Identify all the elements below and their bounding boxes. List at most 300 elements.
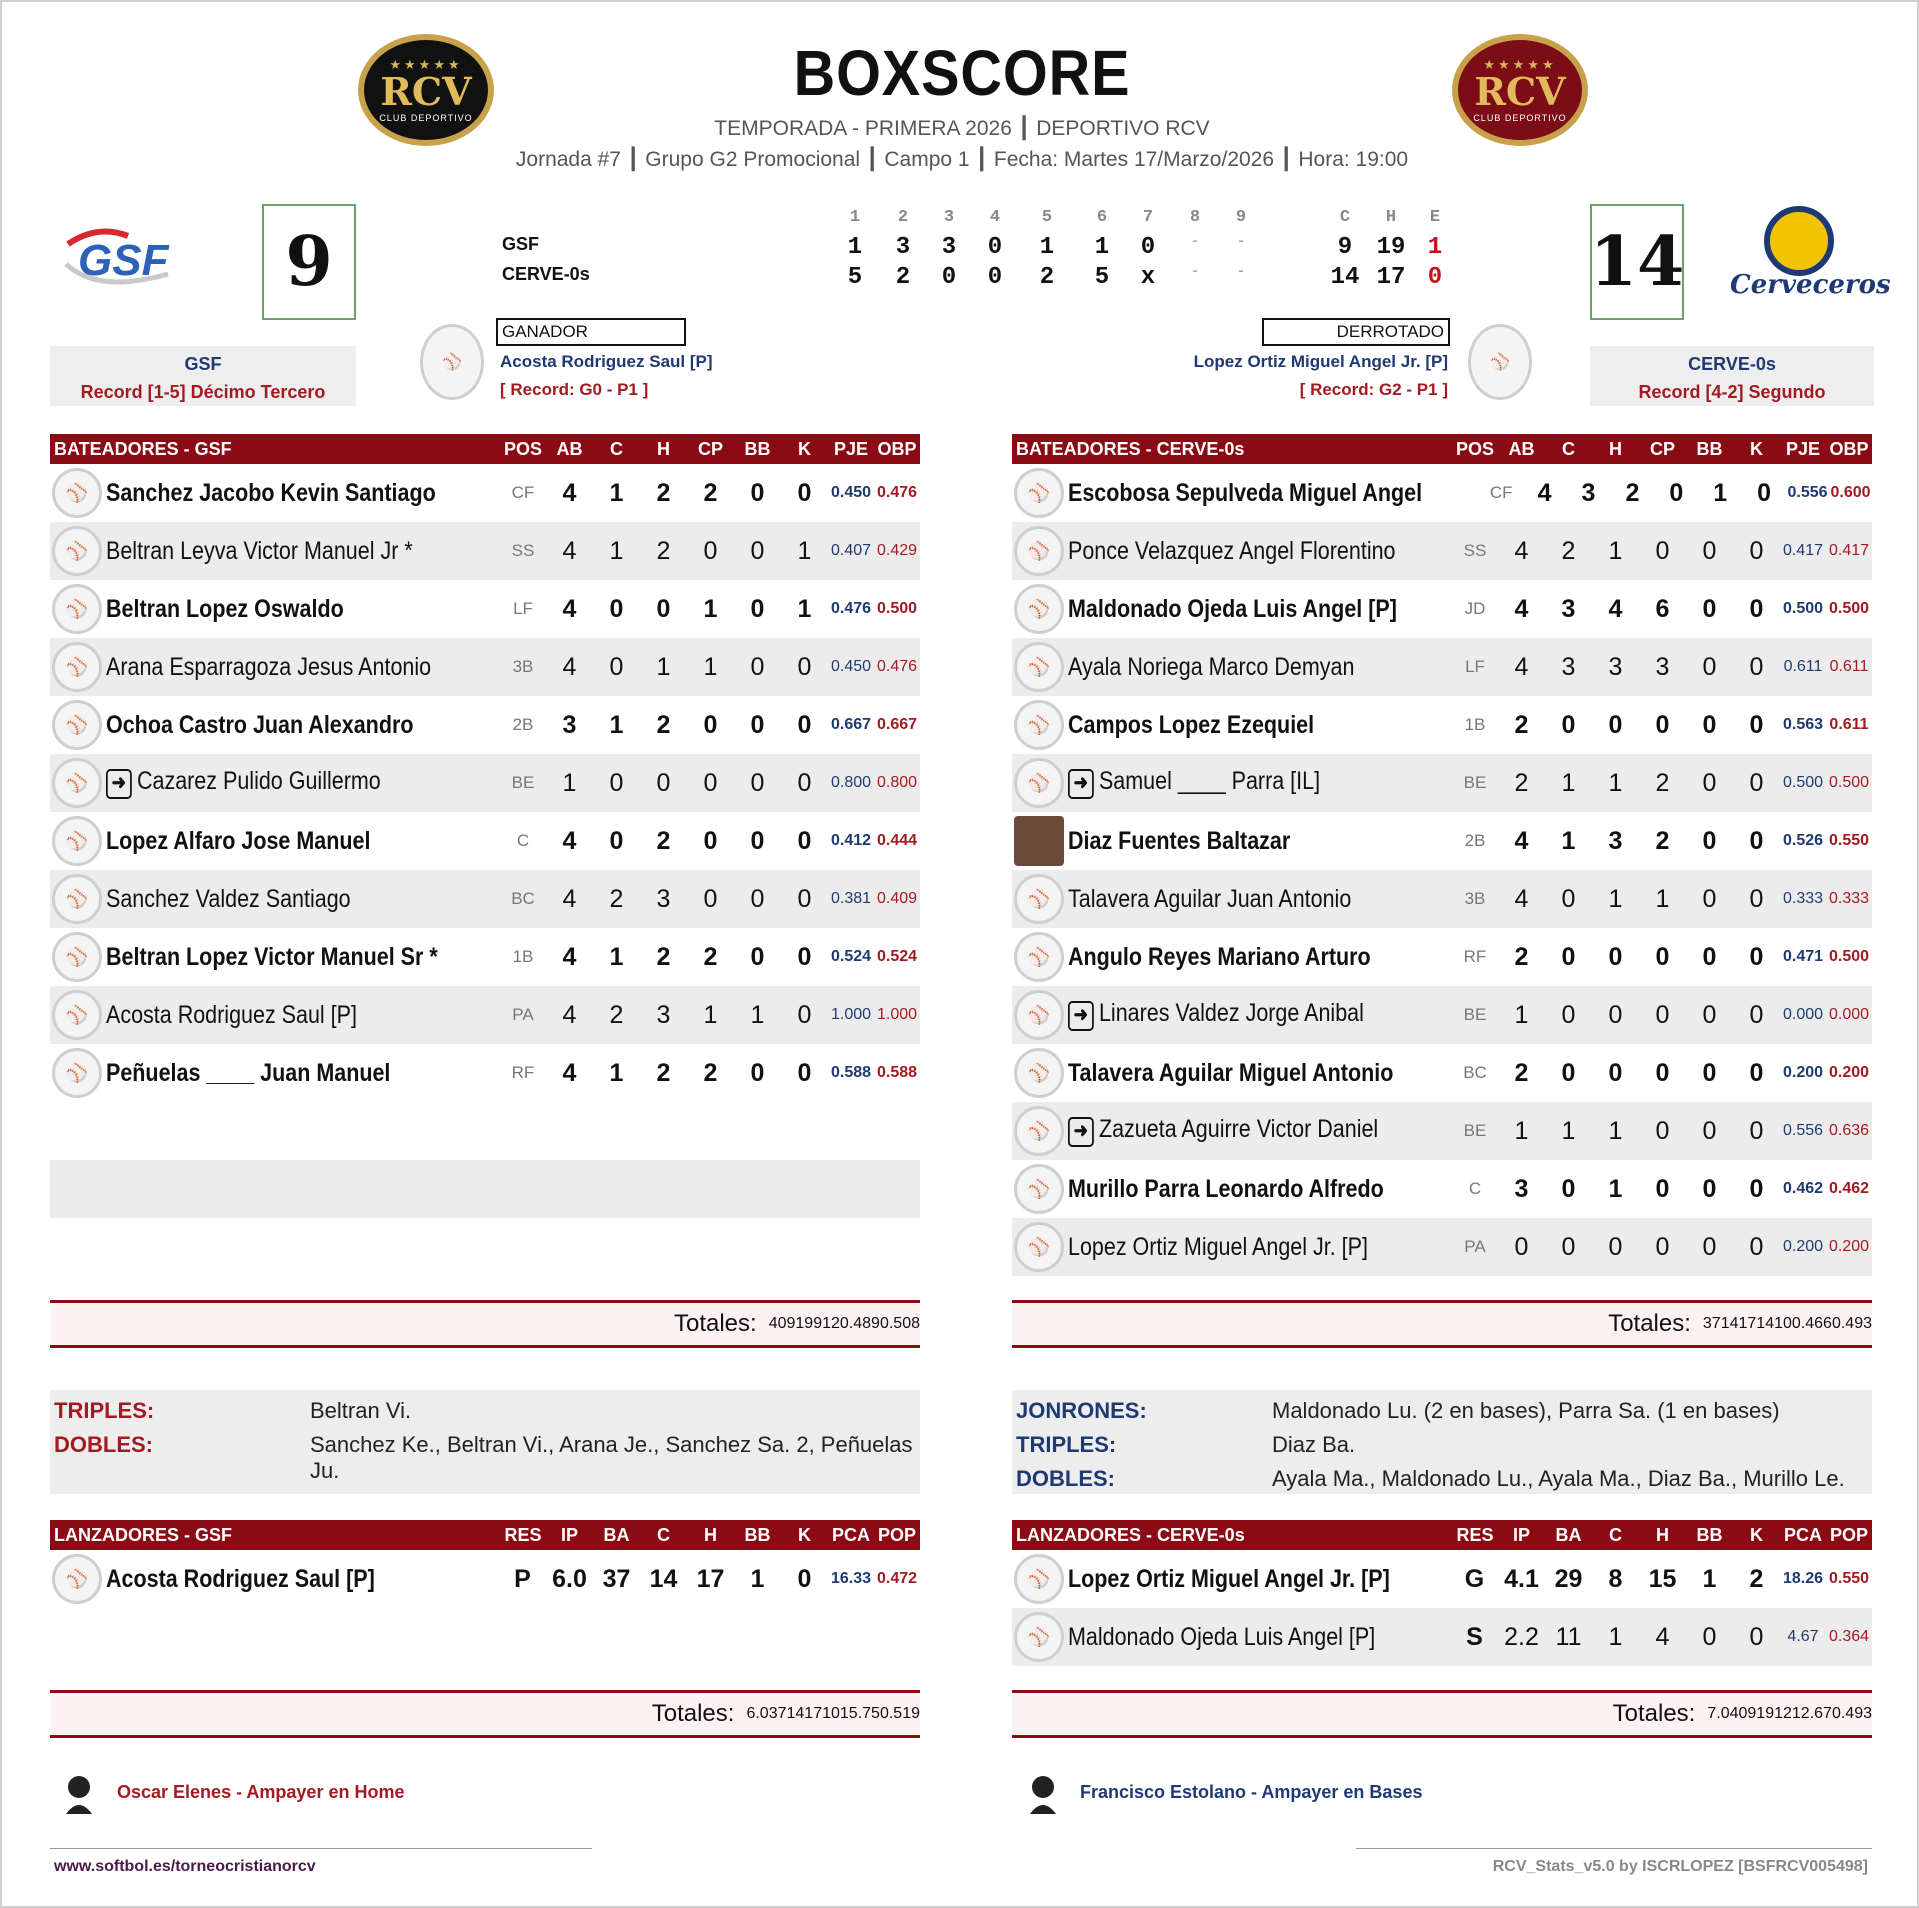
player-name[interactable] [1068, 1059, 1398, 1088]
column-header: K [1750, 438, 1763, 459]
stat-pje: 0.524 [830, 948, 872, 965]
stat-cp: 0 [1655, 1000, 1670, 1029]
stat-cp: 0 [1655, 1058, 1670, 1087]
stat-pos: BE [1463, 773, 1487, 792]
player-name[interactable] [106, 1001, 445, 1030]
player-name[interactable] [1068, 767, 1398, 799]
column-header: IP [560, 1524, 578, 1545]
stat-h: 3 [656, 1000, 671, 1029]
empty-row [50, 1102, 920, 1160]
stat-ab: 4 [1514, 652, 1529, 681]
total-k: 2 [831, 1315, 840, 1332]
extra-label: TRIPLES: [1016, 1432, 1117, 1457]
stat-bb: 1 [1702, 1564, 1717, 1593]
table-row [1012, 1550, 1872, 1608]
player-silhouette-icon: ⚾ [52, 758, 102, 808]
stat-pje: 0.471 [1782, 948, 1824, 965]
stat-h: 0 [1608, 1232, 1623, 1261]
extra-value: Ayala Ma., Maldonado Lu., Ayala Ma., Diaz Ba., Murillo Le. [1272, 1466, 1845, 1491]
stat-cp: 1 [703, 1000, 718, 1029]
stat-c: 1 [1561, 768, 1576, 797]
stat-pje: 0.500 [1782, 774, 1824, 791]
inning-number: 6 [1096, 208, 1108, 227]
stat-pje: 0.407 [830, 542, 872, 559]
player-name[interactable] [106, 537, 445, 566]
stat-pje: 0.556 [1787, 484, 1828, 501]
column-header: C [610, 438, 623, 459]
stat-c: 0 [609, 652, 624, 681]
column-header: BB [1696, 438, 1723, 459]
stat-pos: 2B [1464, 831, 1486, 850]
player-name-text: Lopez Ortiz Miguel Angel Jr. [P] [1068, 1232, 1368, 1261]
stat-k: 0 [1749, 1232, 1764, 1261]
stat-obp: 0.600 [1830, 484, 1871, 501]
stat-pos: BC [511, 889, 535, 908]
player-name-text: Escobosa Sepulveda Miguel Angel [1068, 478, 1423, 507]
stat-k: 0 [797, 826, 812, 855]
stat-ab: 4 [1514, 826, 1529, 855]
stat-obp: 0.636 [1828, 1122, 1870, 1139]
stat-c: 0 [1561, 884, 1576, 913]
total-bb: 1 [1774, 1315, 1783, 1332]
stat-pos: LF [513, 599, 533, 618]
player-name-text: Linares Valdez Jorge Anibal [1098, 999, 1364, 1027]
player-silhouette-icon: ⚾ [52, 642, 102, 692]
substitute-arrow-icon: ➜ [106, 769, 132, 799]
table-row [50, 696, 920, 754]
stat-pje: 0.476 [830, 600, 872, 617]
player-silhouette-icon: ⚾ [1014, 758, 1064, 808]
player-name[interactable] [1068, 1115, 1398, 1147]
column-header: C [1609, 1524, 1622, 1545]
player-silhouette-icon: ⚾ [1014, 1612, 1064, 1662]
column-header: PJE [833, 438, 869, 459]
table-row [1012, 812, 1872, 870]
column-header: OBP [877, 438, 917, 459]
linescore-total-header: E [1429, 208, 1441, 227]
stat-obp: 0.409 [876, 890, 918, 907]
stat-k: 0 [1749, 942, 1764, 971]
stat-ab: 4 [562, 884, 577, 913]
total-ab: 37 [1702, 1315, 1721, 1332]
column-header: POS [1455, 438, 1494, 459]
player-name[interactable] [1068, 827, 1398, 856]
player-silhouette-icon: ⚾ [52, 990, 102, 1040]
column-header: CP [697, 438, 723, 459]
stat-cp: 0 [703, 536, 718, 565]
season-subtitle: TEMPORADA - PRIMERA 2026 ┃ DEPORTIVO RCV [714, 117, 1210, 140]
player-name[interactable] [1068, 943, 1398, 972]
column-header: RES [504, 1524, 542, 1545]
stat-h: 1 [1608, 768, 1623, 797]
column-header: H [657, 438, 670, 459]
table-row [50, 928, 920, 986]
stat-pos: RF [1463, 947, 1487, 966]
away-score: 9 [262, 204, 356, 320]
inning-runs: 2 [895, 264, 911, 291]
player-name[interactable] [106, 1565, 444, 1594]
linescore-header [492, 208, 1452, 232]
stat-k: 0 [1749, 1622, 1764, 1651]
stat-bb: 0 [750, 536, 765, 565]
player-silhouette-icon: ⚾ [52, 584, 102, 634]
stat-c: 8 [1608, 1564, 1623, 1593]
player-silhouette-icon: ⚾ [52, 816, 102, 866]
stat-pje: 1.000 [830, 1006, 872, 1023]
stat-obp: 0.476 [876, 484, 918, 501]
stat-bb: 0 [1702, 1174, 1717, 1203]
stat-pje: 0.800 [830, 774, 872, 791]
player-name[interactable] [1068, 1565, 1397, 1594]
player-name-text: Lopez Ortiz Miguel Angel Jr. [P] [1068, 1564, 1390, 1593]
player-name-text: Talavera Aguilar Miguel Antonio [1068, 1058, 1394, 1087]
stat-h: 0 [656, 768, 671, 797]
stat-c: 1 [609, 942, 624, 971]
totals-row [50, 1690, 920, 1738]
player-name-text: Diaz Fuentes Baltazar [1068, 826, 1291, 855]
stat-h: 15 [1648, 1564, 1677, 1593]
player-name-text: Ayala Noriega Marco Demyan [1068, 652, 1355, 681]
total-ba: 40 [1729, 1705, 1748, 1722]
stat-obp: 0.500 [1828, 948, 1870, 965]
table-row [50, 580, 920, 638]
player-name[interactable] [106, 479, 445, 508]
stat-cp: 2 [703, 478, 718, 507]
stat-pos: RF [511, 1063, 535, 1082]
player-name-text: Maldonado Ojeda Luis Angel [P] [1068, 1622, 1376, 1651]
player-name[interactable] [106, 885, 445, 914]
total-obp: 0.508 [879, 1315, 920, 1332]
stat-obp: 0.611 [1829, 716, 1869, 733]
player-silhouette-icon: ⚾ [52, 700, 102, 750]
extra-value: Beltran Vi. [310, 1398, 412, 1423]
stat-h: 1 [656, 652, 671, 681]
total-h: 17 [1738, 1315, 1757, 1332]
column-header: H [1609, 438, 1622, 459]
extra-label: DOBLES: [54, 1432, 153, 1457]
stat-pje: 0.450 [830, 484, 872, 501]
pitching-table-home [1012, 1520, 1872, 1738]
linescore-row [492, 264, 1452, 294]
linescore-row [492, 234, 1452, 264]
linescore [492, 208, 1452, 298]
player-name[interactable] [1068, 479, 1422, 508]
player-silhouette-icon: ⚾ [52, 874, 102, 924]
stat-ab: 2 [1514, 942, 1529, 971]
inning-runs: - [1236, 264, 1246, 280]
player-silhouette-icon: ⚾ [52, 526, 102, 576]
stat-ab: 1 [562, 768, 577, 797]
player-name[interactable] [106, 711, 445, 740]
stat-ab: 2 [1514, 710, 1529, 739]
stat-obp: 0.417 [1828, 542, 1870, 559]
player-name[interactable] [106, 653, 445, 682]
player-name[interactable] [1068, 885, 1398, 914]
extra-label: JONRONES: [1016, 1398, 1147, 1423]
total-c: 9 [786, 1315, 796, 1332]
stat-c: 1 [609, 1058, 624, 1087]
stat-res: S [1466, 1622, 1483, 1651]
total-ip: 6.0 [746, 1705, 769, 1722]
table-title: LANZADORES - CERVE-0s [1016, 1524, 1245, 1545]
linescore-team: GSF [502, 234, 540, 254]
stat-bb: 0 [1702, 652, 1717, 681]
stat-c: 3 [1561, 594, 1576, 623]
player-name-text: Maldonado Ojeda Luis Angel [P] [1068, 594, 1397, 623]
player-name-text: Beltran Lopez Victor Manuel Sr * [106, 942, 438, 971]
player-name[interactable] [1068, 653, 1398, 682]
extra-bases-home [1012, 1390, 1872, 1494]
stat-c: 0 [1561, 1000, 1576, 1029]
player-name[interactable] [1068, 595, 1398, 624]
player-name[interactable] [106, 767, 445, 799]
player-name-text: Acosta Rodriguez Saul [P] [106, 1000, 357, 1029]
table-row [1012, 522, 1872, 580]
stat-cp: 6 [1655, 594, 1670, 623]
stat-c: 14 [649, 1564, 678, 1593]
stat-pje: 0.200 [1782, 1238, 1824, 1255]
stat-c: 2 [609, 1000, 624, 1029]
stat-obp: 0.550 [1828, 832, 1870, 849]
gsf-team-logo: GSF [58, 224, 184, 294]
stat-h: 2 [656, 942, 671, 971]
stat-bb: 0 [1702, 942, 1717, 971]
stat-h: 2 [656, 826, 671, 855]
player-name[interactable] [1068, 537, 1398, 566]
pitching-table-away [50, 1520, 920, 1738]
inning-number: 1 [849, 208, 861, 227]
inning-runs: 1 [847, 234, 863, 261]
stat-cp: 1 [703, 594, 718, 623]
player-name-text: Zazueta Aguirre Victor Daniel [1098, 1115, 1379, 1143]
stat-c: 0 [1561, 1232, 1576, 1261]
stat-ip: 6.0 [552, 1564, 587, 1593]
stat-ab: 3 [1514, 1174, 1529, 1203]
extra-bases-away [50, 1390, 920, 1494]
stat-h: 4 [1655, 1622, 1670, 1651]
stat-h: 1 [1608, 1174, 1623, 1203]
player-silhouette-icon: ⚾ [1014, 1164, 1064, 1214]
stat-ba: 11 [1555, 1622, 1582, 1651]
inning-runs: 0 [1140, 234, 1156, 261]
stat-k: 0 [1749, 1000, 1764, 1029]
stat-bb: 0 [750, 884, 765, 913]
stat-k: 0 [797, 1058, 812, 1087]
substitute-arrow-icon: ➜ [1068, 1001, 1094, 1031]
stat-k: 0 [1757, 478, 1772, 507]
home-team-record: Record [4-2] Segundo [1638, 382, 1826, 402]
stat-k: 0 [1749, 1058, 1764, 1087]
inning-number: 5 [1041, 208, 1053, 227]
stat-pos: 2B [512, 715, 534, 734]
stat-bb: 0 [750, 652, 765, 681]
column-header: K [798, 1524, 811, 1545]
stat-bb: 0 [1702, 594, 1717, 623]
stat-c: 0 [1561, 1058, 1576, 1087]
inning-runs: - [1190, 234, 1200, 250]
player-name[interactable] [106, 827, 445, 856]
stat-pos: BC [1463, 1063, 1487, 1082]
inning-number: 9 [1235, 208, 1247, 227]
stat-cp: 2 [1655, 768, 1670, 797]
table-header [1012, 1520, 1872, 1550]
stat-pje: 0.417 [1782, 542, 1824, 559]
stat-c: 2 [609, 884, 624, 913]
stat-pje: 0.333 [1782, 890, 1824, 907]
player-name[interactable] [1068, 1175, 1398, 1204]
column-header: POS [503, 438, 542, 459]
total-pje: 0.489 [839, 1315, 880, 1332]
stat-pos: 3B [512, 657, 534, 676]
column-header: BB [744, 1524, 771, 1545]
stat-cp: 0 [1655, 710, 1670, 739]
stat-obp: 0.476 [876, 658, 918, 675]
player-name-text: Acosta Rodriguez Saul [P] [106, 1564, 375, 1593]
stat-h: 1 [1608, 1116, 1623, 1145]
column-header: BA [603, 1524, 630, 1545]
column-header: H [704, 1524, 717, 1545]
player-name[interactable] [1068, 999, 1398, 1031]
column-header: K [798, 438, 811, 459]
total-bb: 1 [1774, 1705, 1783, 1722]
stat-obp: 0.524 [876, 948, 918, 965]
table-header [50, 1520, 920, 1550]
stat-k: 2 [1749, 1564, 1764, 1593]
player-name[interactable] [106, 943, 445, 972]
stat-k: 1 [797, 536, 812, 565]
player-silhouette-icon: ⚾ [1014, 584, 1064, 634]
substitute-arrow-icon: ➜ [1068, 769, 1094, 799]
player-name[interactable] [1068, 1233, 1398, 1262]
player-photo [1014, 816, 1064, 866]
player-name-text: Sanchez Jacobo Kevin Santiago [106, 478, 436, 507]
table-row [50, 464, 920, 522]
footer-url[interactable]: www.softbol.es/torneocristianorcv [54, 1858, 316, 1875]
player-name[interactable] [1068, 1623, 1397, 1652]
home-team-card [1590, 346, 1874, 406]
stat-cp: 0 [1655, 1232, 1670, 1261]
home-score: 14 [1590, 204, 1684, 320]
inning-number: 3 [943, 208, 955, 227]
table-row [50, 754, 920, 812]
player-name[interactable] [106, 1059, 445, 1088]
inning-runs: 3 [941, 234, 957, 261]
stat-obp: 0.800 [876, 774, 918, 791]
stat-c: 3 [1561, 652, 1576, 681]
empty-row [50, 1218, 920, 1276]
column-header: OBP [1829, 438, 1869, 459]
stat-pje: 0.563 [1782, 716, 1824, 733]
stat-res: G [1464, 1564, 1485, 1593]
stat-cp: 0 [1655, 942, 1670, 971]
stat-bb: 0 [750, 942, 765, 971]
stat-pos: JD [1464, 599, 1486, 618]
stat-k: 0 [797, 942, 812, 971]
table-row [1012, 1044, 1872, 1102]
player-name[interactable] [1068, 711, 1398, 740]
column-header: POP [1829, 1524, 1868, 1545]
stat-obp: 0.611 [1829, 658, 1869, 675]
linescore-total-header: C [1339, 208, 1351, 227]
stat-k: 0 [797, 768, 812, 797]
table-row [50, 812, 920, 870]
stat-pos: PA [512, 1005, 534, 1024]
total-k: 0 [831, 1705, 840, 1722]
stat-cp: 0 [703, 768, 718, 797]
stat-ab: 2 [1514, 1058, 1529, 1087]
stat-ab: 4 [1514, 884, 1529, 913]
stat-bb: 0 [1702, 1232, 1717, 1261]
stat-k: 0 [1749, 1116, 1764, 1145]
stat-pos: CF [511, 483, 535, 502]
table-row [1012, 1102, 1872, 1160]
stat-h: 2 [656, 536, 671, 565]
player-name-text: Ponce Velazquez Angel Florentino [1068, 536, 1396, 565]
player-silhouette-icon: ⚾ [1014, 1554, 1064, 1604]
stat-k: 0 [1749, 768, 1764, 797]
total-c: 9 [1747, 1705, 1757, 1722]
total-ab: 40 [768, 1315, 787, 1332]
stat-bb: 0 [1702, 768, 1717, 797]
inning-number: 4 [989, 208, 1001, 227]
linescore-h: 19 [1376, 234, 1406, 261]
stat-c: 1 [609, 478, 624, 507]
stat-k: 0 [1749, 536, 1764, 565]
home-team-name: CERVE-0s [1688, 354, 1776, 374]
stat-obp: 0.000 [1828, 1006, 1870, 1023]
player-silhouette-icon: ⚾ [1014, 874, 1064, 924]
table-row [1012, 986, 1872, 1044]
empty-row [50, 1608, 920, 1666]
stat-k: 0 [797, 1564, 812, 1593]
player-name[interactable] [106, 595, 445, 624]
column-header: RES [1456, 1524, 1494, 1545]
column-header: PJE [1785, 438, 1821, 459]
stat-cp: 2 [1655, 826, 1670, 855]
away-team-record: Record [1-5] Décimo Tercero [80, 382, 326, 402]
stat-pje: 0.556 [1782, 1122, 1824, 1139]
footer-divider-right [1356, 1848, 1872, 1849]
total-pje: 0.466 [1791, 1315, 1832, 1332]
table-row [1012, 754, 1872, 812]
table-row [50, 870, 920, 928]
loser-name: Lopez Ortiz Miguel Angel Jr. [P] [1193, 352, 1448, 371]
linescore-total-header: H [1385, 208, 1397, 227]
total-bb: 1 [822, 1705, 831, 1722]
stat-bb: 0 [750, 826, 765, 855]
stat-cp: 0 [1655, 1116, 1670, 1145]
stat-k: 0 [1749, 710, 1764, 739]
stat-bb: 0 [750, 594, 765, 623]
player-name-text: Ochoa Castro Juan Alexandro [106, 710, 414, 739]
stat-cp: 0 [1669, 478, 1684, 507]
beer-mug-icon [1764, 206, 1834, 276]
player-name-text: Samuel ____ Parra [IL] [1098, 767, 1321, 795]
stat-bb: 0 [1702, 826, 1717, 855]
player-name-text: Murillo Parra Leonardo Alfredo [1068, 1174, 1384, 1203]
stat-pop: 0.364 [1828, 1628, 1870, 1645]
stat-h: 2 [656, 710, 671, 739]
stat-ba: 29 [1554, 1564, 1583, 1593]
column-header: BB [744, 438, 771, 459]
inning-number: 7 [1142, 208, 1154, 227]
stat-pje: 0.412 [830, 832, 872, 849]
stat-ab: 4 [562, 1000, 577, 1029]
total-cp: 9 [813, 1315, 823, 1332]
inning-runs: 5 [1094, 264, 1110, 291]
stat-c: 3 [1581, 478, 1596, 507]
rcv-logo-left: ★★★★★ RCV CLUB DEPORTIVO [358, 34, 494, 146]
